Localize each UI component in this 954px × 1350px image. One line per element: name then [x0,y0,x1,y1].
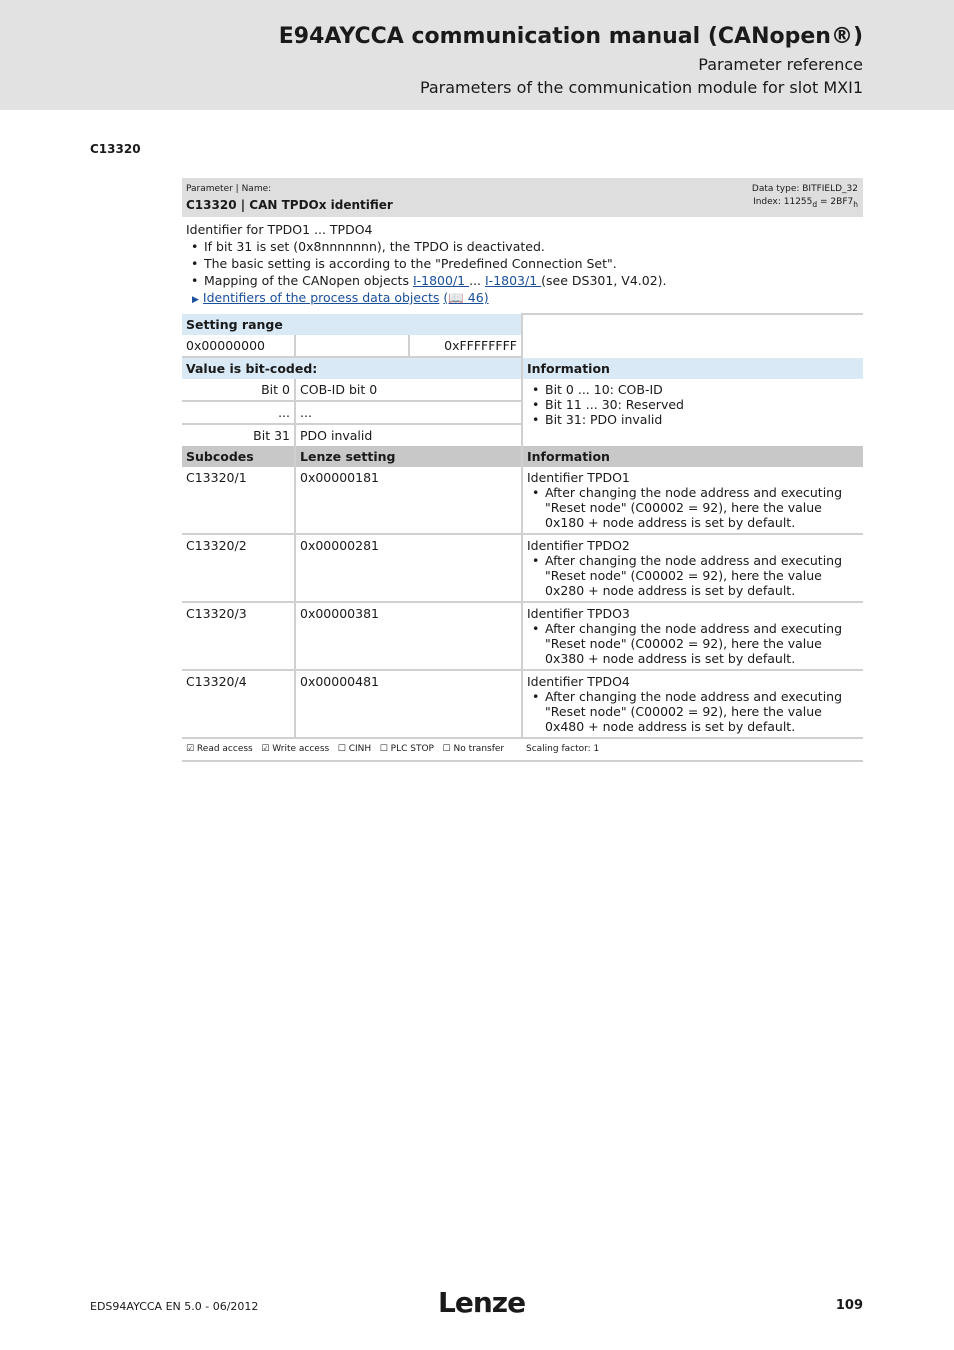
setting-min: 0x00000000 [182,335,295,357]
information-header: Information [522,446,863,467]
subcode-info: Identifier TPDO2 • After changing the node address and executing "Reset node" (C00002 = 92), here the value 0x280 + node address is set by default. [522,534,863,602]
bit-info: • Bit 0 ... 10: COB-ID • Bit 11 ... 30: Reserved • Bit 31: PDO invalid [522,379,863,446]
setting-max: 0xFFFFFFFF [409,335,522,357]
subcode: C13320/2 [182,534,295,602]
page-reference[interactable]: (📖 46) [443,290,489,305]
lenze-logo: Lenze [438,1286,526,1319]
lenze-value: 0x00000481 [295,670,522,738]
object-link-1800[interactable]: I-1800/1 [412,273,470,288]
document-title: E94AYCCA communication manual (CANopen®) [278,24,863,49]
subcode-info: Identifier TPDO1 • After changing the node address and executing "Reset node" (C00002 = 92), here the value 0x180 + node address is set by default. [522,467,863,534]
triangle-right-icon: ▶ [192,295,199,305]
section-title: Parameter reference [698,55,863,74]
access-footer [182,739,863,762]
access-flags: ☑ Read access ☑ Write access ☐ CINH ☐ PLC STOP ☐ No transfer [182,739,522,761]
object-link-1803[interactable]: I-1803/1 [485,273,542,288]
setting-range-empty [522,314,863,357]
bit-number: Bit 0 [182,379,295,401]
scaling-factor: Scaling factor: 1 [522,739,863,761]
lenze-setting-header: Lenze setting [295,446,522,467]
setting-unit [295,335,409,357]
subcodes-header: Subcodes [182,446,295,467]
page-number: 109 [835,1298,863,1313]
lenze-value: 0x00000381 [295,602,522,670]
desc-bullet: • If bit 31 is set (0x8nnnnnnn), the TPDO is deactivated. [186,238,859,255]
subsection-title: Parameters of the communication module for slot MXI1 [419,78,863,97]
setting-range-header: Setting range [182,314,522,335]
subcode: C13320/4 [182,670,295,738]
bit-table [182,358,863,446]
parameter-code-heading: C13320 [90,142,141,156]
parameter-description [182,217,863,313]
setting-range-table [182,313,863,358]
table-row [182,534,863,602]
subcodes-table [182,446,863,739]
subcode-info: Identifier TPDO4 • After changing the node address and executing "Reset node" (C00002 = 92), here the value 0x480 + node address is set by default. [522,670,863,738]
data-type: Data type: BITFIELD_32 [751,184,858,194]
param-index: Index: $11255_d = 2BF7_h$ [753,197,858,209]
subcode-info: Identifier TPDO3 • After changing the node address and executing "Reset node" (C00002 = 92), here the value 0x380 + node address is set by default. [522,602,863,670]
lenze-value: 0x00000181 [295,467,522,534]
table-row [182,670,863,738]
bit-number: Bit 31 [253,428,290,443]
cross-reference[interactable] [186,289,859,309]
document-number: EDS94AYCCA EN 5.0 - 06/2012 [90,1300,259,1313]
bit-number: ... [182,401,295,424]
param-name: C13320 | CAN TPDOx identifier [186,198,393,212]
bit-name: COB-ID bit 0 [295,379,522,401]
lenze-value: 0x00000281 [295,534,522,602]
bitcoded-header: Value is bit-coded: [182,358,522,379]
subcode: C13320/3 [182,602,295,670]
param-label: Parameter | Name: [186,184,272,194]
desc-intro: Identifier for TPDO1 ... TPDO4 [186,222,373,237]
bit-name: ... [295,401,522,424]
table-row [182,467,863,534]
page-header [0,0,954,110]
process-data-link[interactable]: Identifiers of the process data objects [202,290,440,305]
desc-bullet: • Mapping of the CANopen objects I-1800/1 ... I-1803/1 (see DS301, V4.02). [186,272,859,289]
bit-name: PDO invalid [295,424,522,446]
bit-info-header: Information [522,358,863,379]
table-row [182,602,863,670]
parameter-box [182,178,863,762]
parameter-header [182,178,863,217]
subcode: C13320/1 [182,467,295,534]
desc-bullet: • The basic setting is according to the "Predefined Connection Set". [186,255,859,272]
